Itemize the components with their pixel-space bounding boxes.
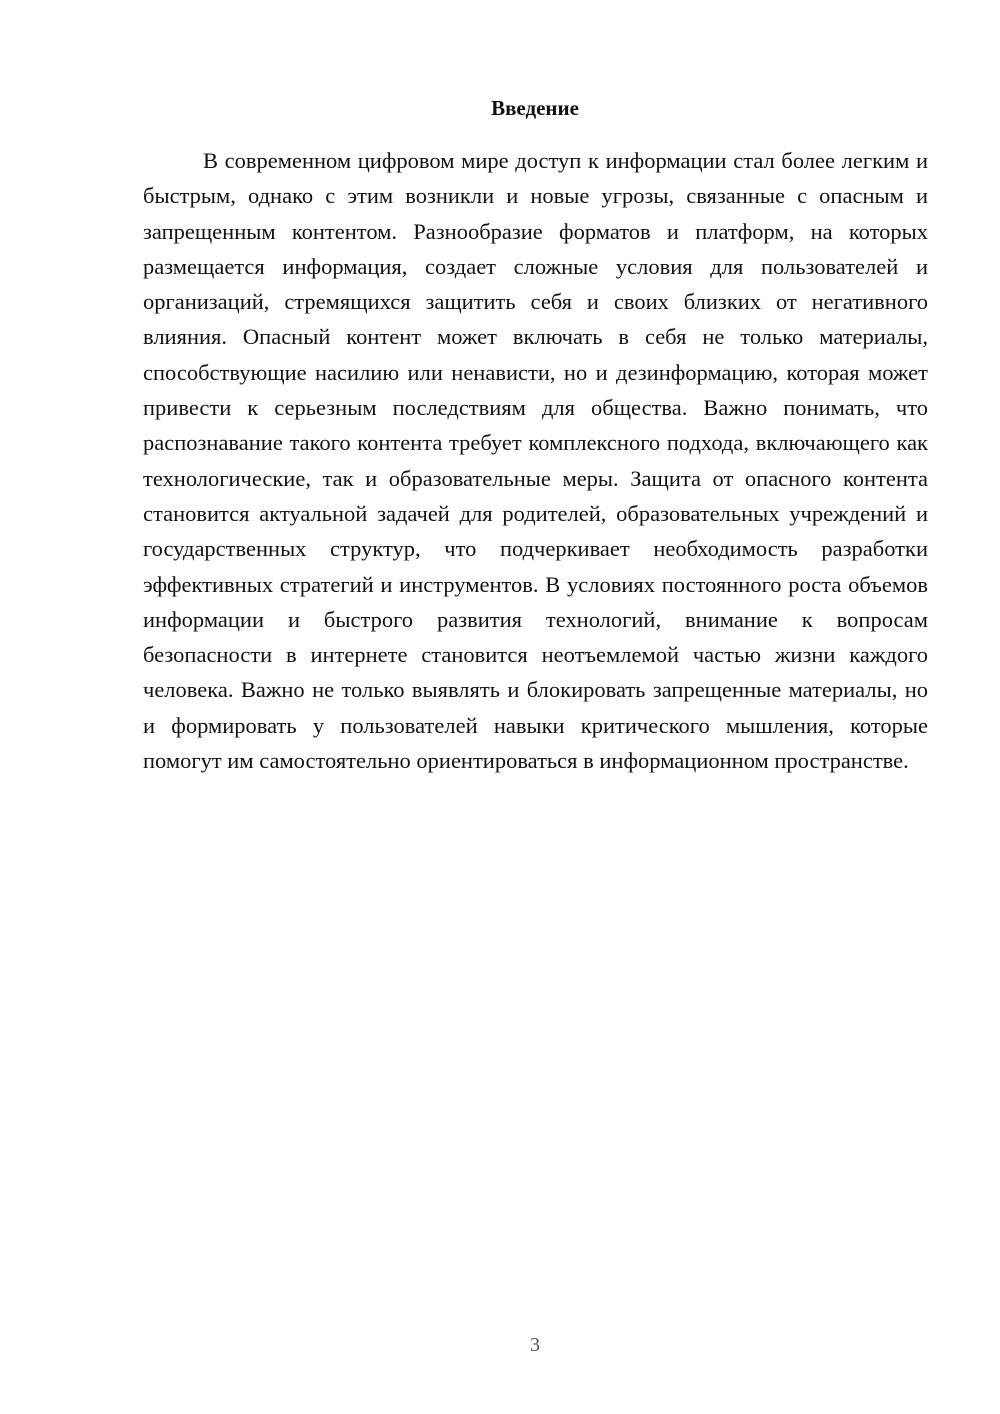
section-heading: Введение [491, 96, 579, 120]
body-paragraph: В современном цифровом мире доступ к информации стал более легким и быстрым, однако с этим возникли и новые угрозы, связанные с опасным и запрещенным контентом. Разнообразие форматов и платформ, на которых размещается информация, создает сложные условия для пользователей и организаций, стремящихся защитить себя и своих близких от негативного влияния. Опасный контент может включать в себя не только материалы, способствующие насилию или ненависти, но и дезинформацию, которая может привести к серьезным последствиям для общества. Важно понимать, что распознавание такого контента требует комплексного подхода, включающего как технологические, так и образовательные меры. Защита от опасного контента становится актуальной задачей для родителей, образовательных учреждений и государственных структур, что подчеркивает необходимость разработки эффективных стратегий и инструментов. В условиях постоянного роста объемов информации и быстрого развития технологий, внимание к вопросам безопасности в интернете становится неотъемлемой частью жизни каждого человека. Важно не только выявлять и блокировать запрещенные материалы, но и формировать у пользователей навыки критического мышления, которые помогут им самостоятельно ориентироваться в информационном пространстве. [143, 148, 928, 774]
page-number: 3 [530, 1334, 540, 1356]
